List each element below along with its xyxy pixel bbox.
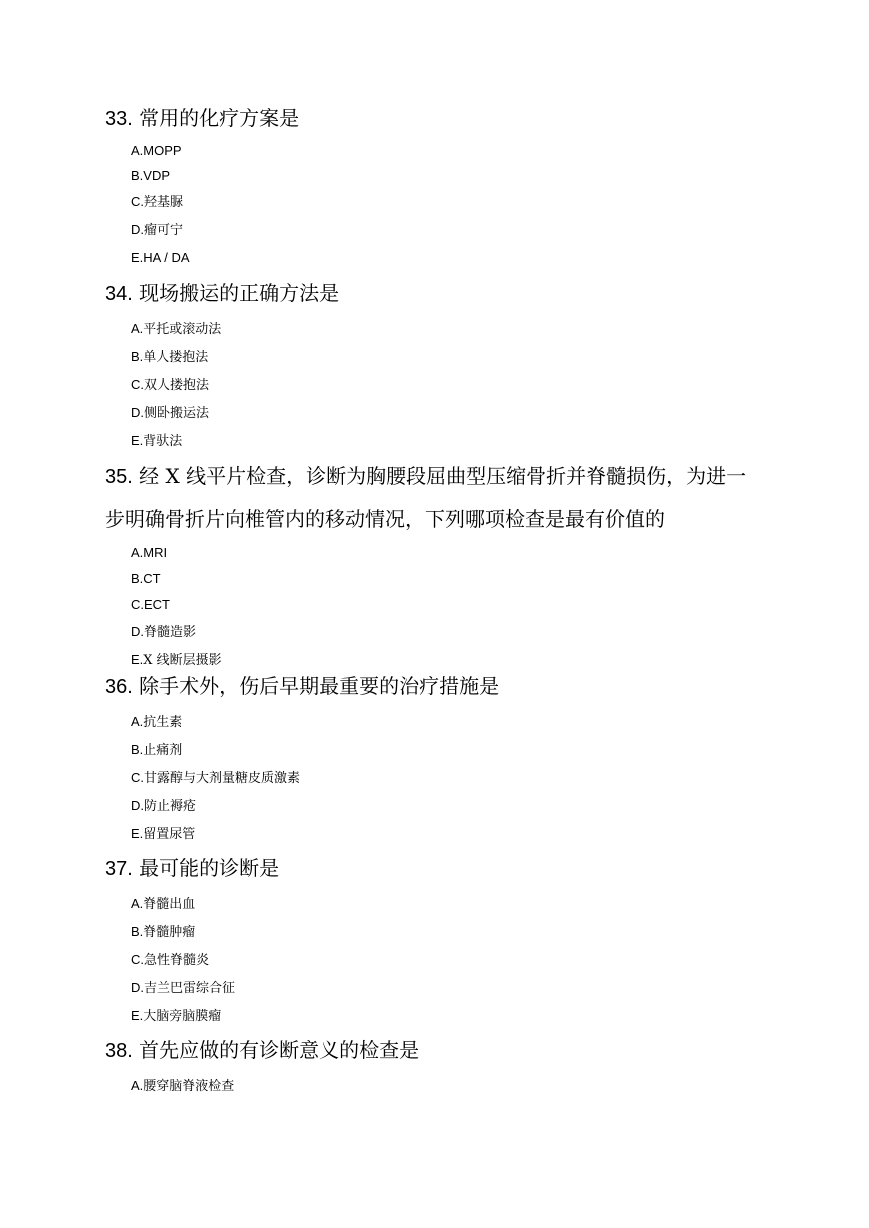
- option-c: C.羟基脲: [131, 194, 184, 210]
- option-d: D.防止褥疮: [131, 798, 197, 814]
- question-number: 37.: [105, 858, 133, 880]
- option-b: B.单人搂抱法: [131, 349, 209, 365]
- question-35: [105, 455, 765, 674]
- question-stem: [105, 848, 765, 889]
- question-number: 34.: [105, 283, 133, 305]
- question-stem: [105, 1030, 765, 1071]
- question-text: 现场搬运的正确方法是: [139, 281, 340, 305]
- question-stem: [105, 98, 765, 139]
- option-a: A.平托或滚动法: [131, 321, 222, 337]
- question-text: 经 X 线平片检查，诊断为胸腰段屈曲型压缩骨折并脊髓损伤，为进一步明确骨折片向椎管内的移动情况，下列哪项检查是最有价值的: [105, 464, 747, 531]
- option-e: E.留置尿管: [131, 826, 196, 842]
- option-b: B.止痛剂: [131, 742, 183, 758]
- question-number: 38.: [105, 1040, 133, 1062]
- question-36: [105, 666, 765, 848]
- question-stem: [105, 273, 765, 314]
- question-text: 最可能的诊断是: [139, 856, 280, 880]
- option-a: A.脊髓出血: [131, 896, 196, 912]
- question-38: [105, 1030, 765, 1100]
- option-a: A.腰穿脑脊液检查: [131, 1078, 235, 1094]
- question-37: [105, 848, 765, 1030]
- question-number: 35.: [105, 466, 133, 488]
- option-list: [105, 1072, 765, 1100]
- option-d: D.瘤可宁: [131, 222, 184, 238]
- question-34: [105, 273, 765, 455]
- option-b: B.脊髓肿瘤: [131, 924, 196, 940]
- option-c: C.双人搂抱法: [131, 377, 210, 393]
- option-d: D.吉兰巴雷综合征: [131, 980, 236, 996]
- question-text: 除手术外，伤后早期最重要的治疗措施是: [139, 674, 500, 698]
- option-e: E.大脑旁脑膜瘤: [131, 1008, 222, 1024]
- option-a: A.MOPP: [131, 143, 182, 158]
- option-a: A.抗生素: [131, 714, 183, 730]
- question-33: [105, 98, 765, 268]
- option-c: C.急性脊髓炎: [131, 952, 210, 968]
- option-list: [105, 540, 765, 674]
- question-stem: [105, 666, 765, 707]
- option-list: [105, 890, 765, 1030]
- question-number: 36.: [105, 676, 133, 698]
- question-text: 首先应做的有诊断意义的检查是: [139, 1038, 420, 1062]
- option-e: E.HA / DA: [131, 250, 190, 265]
- option-list: [105, 138, 765, 268]
- option-e: E.X 线断层摄影: [131, 652, 222, 668]
- option-d: D.脊髓造影: [131, 624, 197, 640]
- question-text: 常用的化疗方案是: [139, 106, 300, 130]
- option-d: D.侧卧搬运法: [131, 405, 210, 421]
- option-a: A.MRI: [131, 545, 168, 560]
- option-list: [105, 315, 765, 455]
- option-b: B.CT: [131, 571, 161, 586]
- question-number: 33.: [105, 108, 133, 130]
- option-b: B.VDP: [131, 168, 171, 183]
- option-e: E.背驮法: [131, 433, 183, 449]
- question-stem: [105, 455, 765, 540]
- option-list: [105, 708, 765, 848]
- option-c: C.甘露醇与大剂量糖皮质激素: [131, 770, 301, 786]
- option-c: C.ECT: [131, 597, 170, 612]
